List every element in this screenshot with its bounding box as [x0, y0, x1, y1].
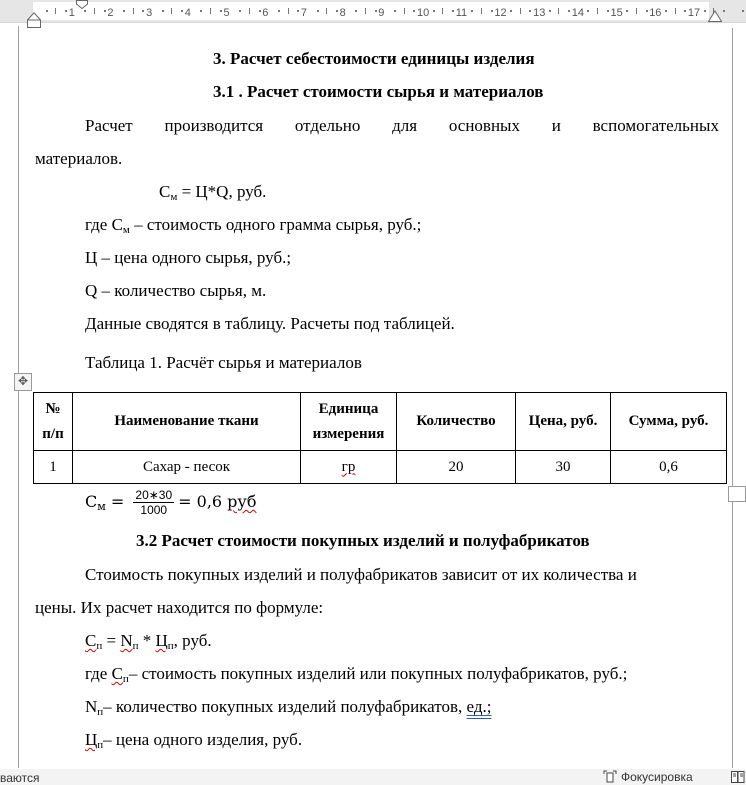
- table-header-row: [34, 393, 727, 451]
- ruler-tick-mark: [404, 8, 405, 14]
- header-cell-name[interactable]: Наименование ткани: [73, 393, 301, 451]
- table-move-handle-icon[interactable]: ✥: [14, 373, 32, 391]
- ruler-tick-mark: [442, 8, 443, 14]
- ruler-tick-mark: [210, 8, 211, 14]
- ruler-number: 2: [107, 7, 114, 19]
- ruler-tick-mark: [636, 8, 637, 14]
- ruler-tick-mark: [84, 10, 86, 12]
- ruler-tick-mark: [94, 8, 95, 14]
- ruler-tick-mark: [597, 8, 598, 14]
- right-indent-marker[interactable]: [708, 10, 722, 22]
- word: вспомогательных: [592, 116, 719, 135]
- ruler-tick-mark: [317, 10, 319, 12]
- formula-cp: $С_п = N_п * Ц_п$, руб.: [85, 631, 212, 652]
- word: отдельно: [294, 116, 361, 135]
- paragraph-purchased-line2: цены. Их расчет находится по формуле:: [35, 598, 324, 617]
- ruler-number: 5: [223, 7, 230, 19]
- definition-np: $N_п-$ количество покупных изделий полуфабрикатов, ед.;: [85, 697, 492, 718]
- ruler-tick-mark: [665, 10, 667, 12]
- table-resize-handle[interactable]: [728, 486, 746, 502]
- note-table: Данные сводятся в таблицу. Расчеты под таблицей.: [85, 314, 455, 333]
- paragraph-intro-line2: материалов.: [35, 149, 123, 168]
- focus-label: Фокусировка: [621, 770, 693, 784]
- heading-section-3-1: 3.1 . Расчет стоимости сырья и материалов: [213, 82, 544, 101]
- word: для: [392, 116, 418, 135]
- cell-unit[interactable]: гр: [301, 451, 397, 484]
- ruler-tick-mark: [587, 10, 589, 12]
- word: производится: [164, 116, 264, 135]
- ruler-tick-mark: [181, 10, 183, 12]
- ruler-tick-mark: [684, 10, 686, 12]
- focus-icon: [603, 770, 617, 784]
- ruler-number: 13: [533, 7, 546, 19]
- ruler-tick-mark: [200, 10, 202, 12]
- ruler-tick-mark: [394, 10, 396, 12]
- paragraph-purchased-line1: Стоимость покупных изделий и полуфабрикатов зависит от их количества и: [85, 565, 637, 584]
- ruler-tick-mark: [46, 10, 48, 12]
- ruler-number: 11: [455, 7, 468, 19]
- ruler-number: 1: [68, 7, 75, 19]
- status-text: ваются: [0, 771, 40, 785]
- ruler-tick-mark: [558, 8, 559, 14]
- ruler-tick-mark: [520, 8, 521, 14]
- cell-sum[interactable]: 0,6: [611, 451, 727, 484]
- header-cell-unit[interactable]: Единица измерения: [301, 393, 397, 451]
- ruler-tick-mark: [471, 10, 473, 12]
- ruler-number: 3: [146, 7, 153, 19]
- definition-tsp: $Ц_п-$ цена одного изделия, руб.: [85, 730, 303, 751]
- right-margin-guide: [732, 28, 733, 768]
- ruler-tick-mark: [336, 10, 338, 12]
- left-indent-marker[interactable]: [27, 12, 41, 28]
- ruler-number: 9: [378, 7, 385, 19]
- ruler-tick-mark: [568, 10, 570, 12]
- ruler-tick-mark: [162, 10, 164, 12]
- ruler-tick-mark: [104, 10, 106, 12]
- ruler-tick-mark: [607, 10, 609, 12]
- read-mode-icon[interactable]: [731, 771, 745, 783]
- table-caption: Таблица 1. Расчёт сырья и материалов: [85, 353, 362, 372]
- ruler-tick-mark: [133, 8, 134, 14]
- paragraph-intro-line1: [85, 116, 719, 136]
- header-cell-sum[interactable]: Сумма, руб.: [611, 393, 727, 451]
- ruler-tick-mark: [355, 10, 357, 12]
- ruler-tick-mark: [249, 8, 250, 14]
- definition-cp: где $С_п-$ стоимость покупных изделий или покупных полуфабрикатов, руб.;: [85, 664, 628, 685]
- horizontal-ruler[interactable]: [0, 0, 746, 23]
- ruler-tick-mark: [326, 8, 327, 14]
- ruler-number: 15: [610, 7, 623, 19]
- status-bar: [0, 769, 746, 785]
- ruler-tick-mark: [510, 10, 512, 12]
- definition-q: Q – количество сырья, м.: [85, 281, 267, 300]
- ruler-tick-mark: [123, 10, 125, 12]
- cell-name[interactable]: Сахар - песок: [73, 451, 301, 484]
- ruler-tick-mark: [239, 10, 241, 12]
- header-cell-number[interactable]: № п/п: [34, 393, 73, 451]
- header-cell-quantity[interactable]: Количество: [397, 393, 516, 451]
- materials-table: [33, 392, 727, 484]
- ruler-tick-mark: [646, 10, 648, 12]
- ruler-tick-mark: [365, 8, 366, 14]
- focus-mode-button[interactable]: [603, 770, 693, 784]
- heading-section-3-2: 3.2 Расчет стоимости покупных изделий и полуфабрикатов: [136, 531, 590, 550]
- ruler-tick-mark: [220, 10, 222, 12]
- first-line-indent-marker[interactable]: [76, 0, 88, 9]
- word: и: [551, 116, 561, 135]
- ruler-tick-mark: [55, 8, 56, 14]
- ruler-tick-mark: [413, 10, 415, 12]
- ruler-tick-mark: [529, 10, 531, 12]
- ruler-number: 10: [417, 7, 430, 19]
- heading-section-3: 3. Расчет себестоимости единицы изделия: [213, 49, 535, 68]
- word: Расчет: [85, 116, 133, 135]
- ruler-tick-mark: [278, 10, 280, 12]
- ruler-tick-mark: [704, 10, 706, 12]
- ruler-tick-mark: [65, 10, 67, 12]
- formula-cm: $С_м = Ц*Q$, руб.: [159, 182, 267, 203]
- header-cell-price[interactable]: Цена, руб.: [516, 393, 611, 451]
- word: основных: [448, 116, 520, 135]
- ruler-number: 6: [262, 7, 269, 19]
- definition-ts: Ц – цена одного сырья, руб.;: [85, 248, 292, 267]
- ruler-number: 16: [649, 7, 662, 19]
- fraction: $\frac{20∗30}{1000}$: [135, 488, 173, 517]
- ruler-tick-mark: [675, 8, 676, 14]
- ruler-tick-mark: [742, 10, 744, 12]
- ruler-tick-mark: [142, 10, 144, 12]
- ruler-tick-mark: [481, 8, 482, 14]
- ruler-number: 12: [494, 7, 507, 19]
- ruler-tick-mark: [723, 10, 725, 12]
- ruler-tick-mark: [549, 10, 551, 12]
- cell-price[interactable]: 30: [516, 451, 611, 484]
- cell-number[interactable]: 1: [34, 451, 73, 484]
- ruler-tick-mark: [626, 10, 628, 12]
- cell-quantity[interactable]: 20: [397, 451, 516, 484]
- calculation-cm: $С_м$ = $\frac{20∗30}{1000}$ = 0,6 руб: [85, 488, 257, 517]
- left-margin-guide: [18, 26, 19, 768]
- ruler-tick-mark: [171, 8, 172, 14]
- definition-cm: где $С_м$ – стоимость одного грамма сырья, руб.;: [85, 215, 422, 236]
- ruler-tick-mark: [452, 10, 454, 12]
- ruler-tick-mark: [259, 10, 261, 12]
- ruler-tick-mark: [433, 10, 435, 12]
- ruler-tick-mark: [288, 8, 289, 14]
- table-row: [34, 451, 727, 484]
- ruler-tick-mark: [491, 10, 493, 12]
- ruler-number: 4: [184, 7, 191, 19]
- ruler-tick-mark: [375, 10, 377, 12]
- ruler-number: 7: [300, 7, 308, 19]
- ruler-number: 14: [571, 7, 585, 19]
- ruler-number: 8: [339, 7, 346, 19]
- ruler-number: 17: [687, 7, 701, 19]
- ruler-tick-mark: [297, 10, 299, 12]
